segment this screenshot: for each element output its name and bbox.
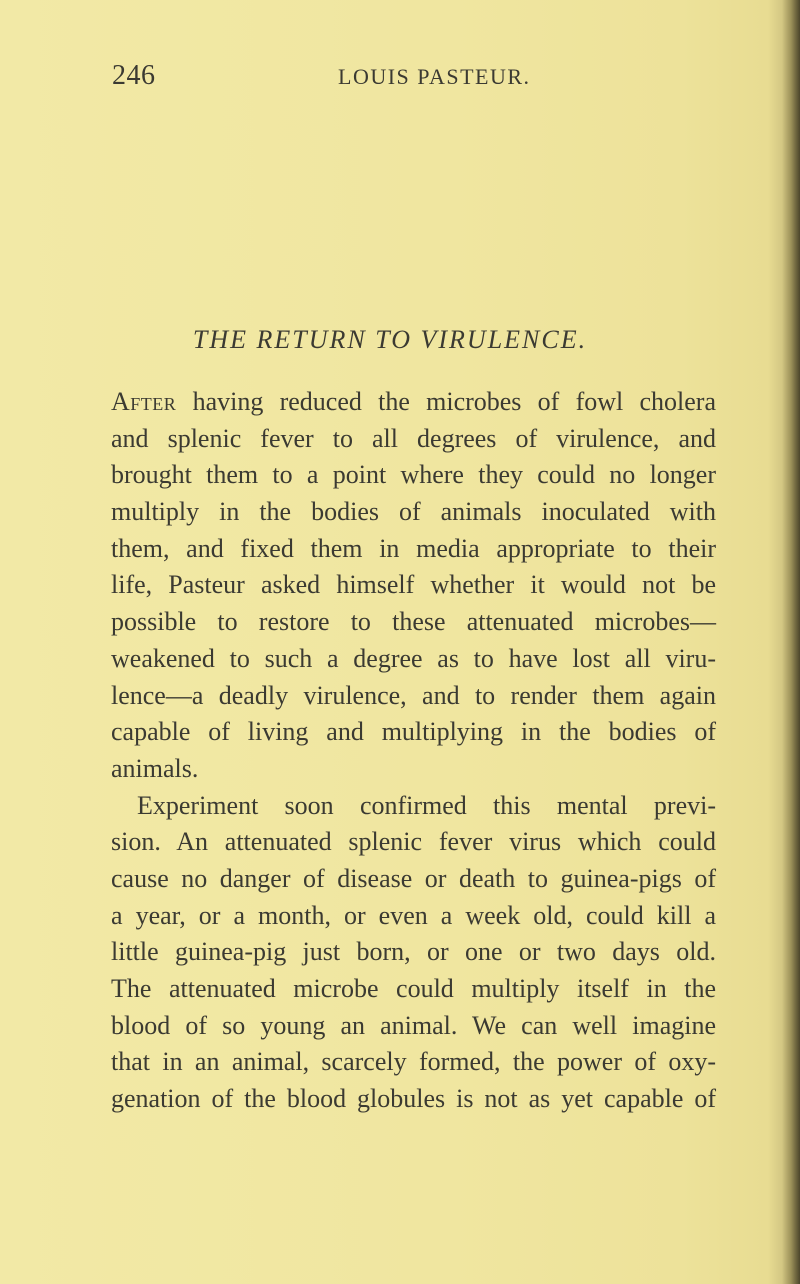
body-text (111, 384, 716, 1118)
text-line: life, Pasteur asked himself whether it would not be (111, 570, 716, 600)
text-line: them, and fixed them in media appropriate to their (111, 533, 716, 563)
text-line: capable of living and multiplying in the bodies of (111, 717, 716, 747)
text-line: Experiment soon confirmed this mental previ- (137, 790, 716, 820)
text-line: genation of the blood globules is not as yet capable of (111, 1084, 716, 1114)
text-line: weakened to such a degree as to have lost all viru- (111, 643, 716, 673)
section-title: THE RETURN TO VIRULENCE. (192, 325, 588, 354)
text-line (111, 384, 716, 421)
paragraph-2 (111, 788, 716, 1118)
text-line: The attenuated microbe could multiply itself in the (111, 974, 716, 1003)
text-line: possible to restore to these attenuated microbes— (111, 607, 716, 637)
running-title: LOUIS PASTEUR. (338, 64, 531, 89)
text-line: a year, or a month, or even a week old, could kill a (111, 900, 716, 930)
text-line: and splenic fever to all degrees of virulence, and (111, 423, 716, 453)
text-line: lence—a deadly virulence, and to render them again (111, 680, 716, 710)
text-line: little guinea-pig just born, or one or two days old. (111, 937, 716, 967)
text-line: multiply in the bodies of animals inoculated with (111, 497, 716, 527)
drop-word: After (111, 387, 177, 416)
page-number: 246 (112, 60, 156, 91)
text-line: animals. (111, 753, 199, 783)
text-line: that in an animal, scarcely formed, the power of oxy- (111, 1047, 716, 1077)
running-head (112, 60, 716, 100)
page-edge-shadow (782, 0, 800, 1284)
text-line: blood of so young an animal. We can well imagine (111, 1010, 716, 1040)
text-line: brought them to a point where they could no longer (111, 460, 716, 490)
paragraph-1 (111, 384, 716, 788)
text-line: sion. An attenuated splenic fever virus which could (111, 827, 716, 857)
text-line-content: having reduced the microbes of fowl cholera (192, 387, 717, 416)
text-line: cause no danger of disease or death to guinea-pigs of (111, 863, 716, 893)
